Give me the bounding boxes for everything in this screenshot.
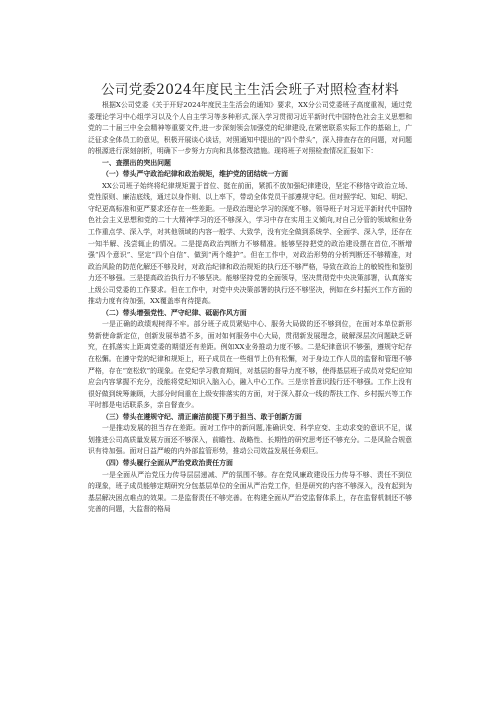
subsection-heading-4: （四）带头履行全面从严治党政治责任方面 [102,458,233,467]
intro-paragraph: 根据X公司党委《关于开好2024年度民主生活会的通知》要求，XX分公司党委班子高度重视，通过党委理论学习中心组学习以及个人自主学习等多种形式,深入学习贯彻习近平新时代中国特色社会主义思想和党的二十届三中全会精神等重要文件,进一步深刻领会加强党的纪律建设,在紧密联系实际工作的基础上，广泛征求全体员工的意见，积极开展谈心谈话，对照通知中提出的“四个带头”，深入排查存在的问题，对问题的根源进行深刻剖析，明确下一步努力方向和具体整改措施。现将班子对照检查情况汇报如下： [88,101,413,156]
subsection-heading-2: （二）带头增强党性、严守纪律、砥砺作风方面 [102,308,247,317]
subsection-1-paragraph: XX公司班子始终将纪律规矩置于首位、挺在前面，紧抓不放加强纪律建设，坚定不移恪守政治立场、党性原则、廉洁底线，通过以身作则、以上率下，带动全体党员干部遵规守纪。但对照学纪、知纪、明纪、守纪更高标准和更严要求还存在一些差距。一是政治理论学习的深度不够。领导班子对习近平新时代中国特色社会主义思想和党的二十大精神学习的还不够深入，学习中存在实用主义倾向,对自己分管的领域和业务工作重点学、深入学，对其他领域的内容一般学、大致学，没有完全做到系统学、全面学、深入学，还存在一知半解、浅尝辄止的情况。二是提高政治判断力不够精准。能够坚持把党的政治建设摆在首位,不断增强“四个意识”、坚定“四个自信”、做到“两个维护”。但在工作中，对政治形势的分析判断还不够精准，对政治风险的防范化解还不够及时，对政治纪律和政治规矩的执行还不够严格，导致在政治上的敏锐性和鉴别力还不够强。三是提高政治执行力不够坚决。能够坚持党的全面领导，坚决贯彻党中央决策部署，认真落实上级公司党委的工作要求。但在工作中，对党中央决策部署的执行还不够坚决，例如在乡村振兴工作方面的推动力度有待加强，XX覆盖率有待提高。 [88,181,412,306]
subsection-2-paragraph: 一是正确的政绩观树得不牢。部分班子成员紧贴中心、服务大局做的还不够到位，在面对本单位新形势新使命新定位，创新发展举措不多，面对如何服务中心大局，贯彻新发展理念，破解深层次问题缺乏研究，在抓落实上距离党委的期望还有差距。例如XX业务推动力度不够。二是纪律意识不够强，遵规守纪存在松懈。在遵守党的纪律和规矩上，班子成员在一些细节上仍有松懈，对于身边工作人员的监督和管理不够严格，存在“宽松软”的现象。在党纪学习教育期间，对基层的督导力度不够，使得基层班子成员对党纪应知应会内容掌握不充分，没能将党纪知识入脑入心，融入中心工作。三是宗旨意识践行还不够强。工作上没有很好做到统筹兼顾，大部分时间重在上级安排落实的方面，对于深入群众一线的帮扶工作、乡村振兴等工作平时都是电话联系多，亲自督查少。 [88,320,413,410]
document-title: 公司党委2024年度民主生活会班子对照检查材料 [101,82,399,98]
section-heading-1: 一、查摆出的突出问题 [102,158,171,167]
subsection-heading-3: （三）带头在遵规守纪、清正廉洁前提下勇于担当、敢于创新方面 [102,412,302,421]
document-body [88,100,412,516]
subsection-3-paragraph: 一是推动发展的担当存在差距。面对工作中的新问题,准确识变、科学应变、主动求变的意识不足，谋划推进公司高质量发展方面还不够深入，前瞻性、战略性、长期性的研究思考还不够充分。二是风险合规意识有待加强。面对日益严峻的内外部监管形势，推动公司效益发展任务艰巨。 [88,424,412,456]
subsection-heading-1: （一）带头严守政治纪律和政治规矩，维护党的团结统一方面 [102,170,289,179]
subsection-4-paragraph: 一是全面从严治党压力传导层层递减、严的氛围不够。存在党风廉政建设压力传导不够、责任不到位的现象，班子成员能够定期研究分包基层单位的全面从严治党工作，但是研究的内容不够深入，没有起到为基层解决困点难点的效果。二是监督责任不够完善。在构建全面从严治党监督体系上，存在监督机制还不够完善的问题，大监督的格局 [88,470,412,514]
